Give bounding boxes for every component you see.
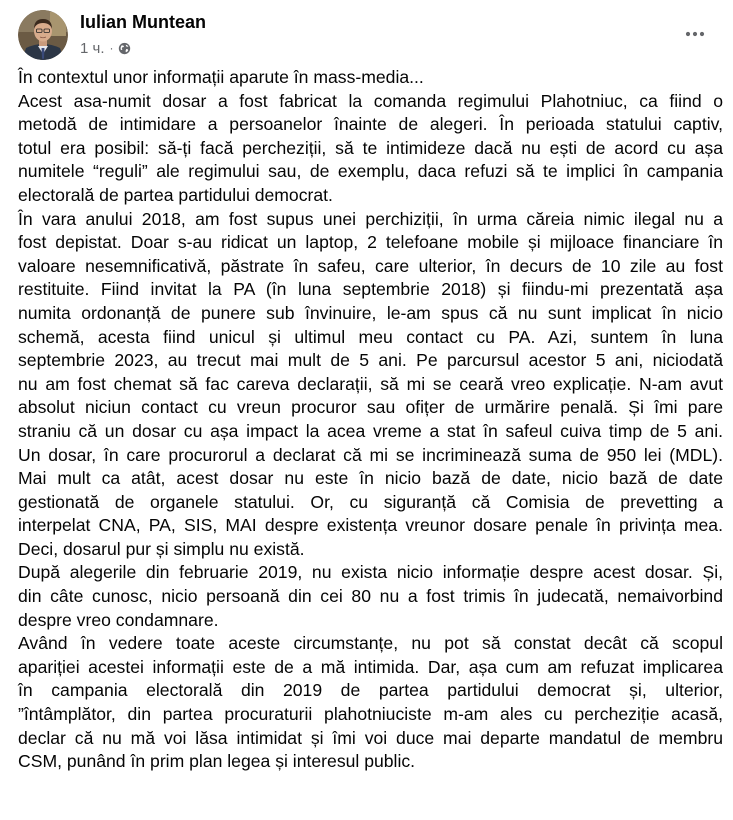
globe-icon <box>118 42 131 55</box>
author-avatar[interactable] <box>18 10 68 60</box>
post-text-line: În vara anului 2018, am fost supus unei perchiziții, în urma căreia nimic ilegal nu a <box>18 208 723 229</box>
post-text-line: ”întâmplător, din partea procuraturii plahotniuciste m-am ales cu percheziție acasă, <box>18 704 723 725</box>
post-text-line: despre vreo condamnare. <box>18 609 219 630</box>
post-text-line: totul era posibil: să-ți facă percheziții, să te intimideze dacă nu ești de acord cu așa <box>18 137 723 158</box>
post-meta <box>80 38 131 58</box>
post-text-line: numitele “reguli” ale regimului sau, de exemplu, daca refuzi să te implici în campania <box>18 161 723 182</box>
more-options-button[interactable] <box>677 16 713 52</box>
more-options-icon <box>685 31 705 37</box>
post-text-line: din câte cunosc, nicio persoană din cei 80 nu a fost trimis în judecată, nemaivorbind <box>18 586 723 607</box>
post-text-line: apariției acestei informații este de a mă intimida. Dar, așa cum am refuzat implicarea <box>18 656 723 677</box>
post-text-line: declar că nu mă voi lăsa intimidat și îmi voi duce mai departe mandatul de membru <box>18 727 723 748</box>
post-text-line: gestionată de organele statului. Or, cu siguranță că Comisia de prevetting a <box>18 491 723 512</box>
post-text-line: schemă, acesta fiind unicul și ultimul meu contact cu PA. Azi, suntem în luna <box>18 326 723 347</box>
post-text-line: CSM, punând în prim plan legea și interesul public. <box>18 751 416 772</box>
post-text-line: În contextul unor informații aparute în mass-media... <box>18 67 424 87</box>
meta-separator: · <box>109 41 114 55</box>
post-text-line: După alegerile din februarie 2019, nu exista nicio informație despre acest dosar. Și, <box>18 562 723 583</box>
post-text-line: Acest asa-numit dosar a fost fabricat la comanda regimului Plahotniuc, ca fiind o <box>18 90 723 111</box>
author-name[interactable]: Iulian Muntean <box>80 12 206 32</box>
post-text-line: electorală de partea partidului democrat. <box>18 184 333 205</box>
post-text-line: absolut niciun contact cu vreun procuror sau ofițer de urmărire penală. Și îmi pare <box>18 397 723 418</box>
post-text-line: Un dosar, în care procurorul a declarat că mi se incriminează suma de 950 lei (MDL). <box>18 444 723 465</box>
post-text-line: valoare nesemnificativă, păstrate în safeu, care ulterior, în decurs de 10 zile au fost <box>18 255 723 276</box>
post-text <box>18 66 723 774</box>
post-text-line: Având în vedere toate aceste circumstanțe, nu pot să constat decât că scopul <box>18 633 723 654</box>
post-header <box>18 10 717 60</box>
post-text-line: Mai mult ca atât, acest dosar nu este în nicio bază de date, nicio bază de date <box>18 468 723 489</box>
post-text-line: nu am fost chemat să fac careva declarații, să mi se ceară vreo explicație. N-am avut <box>18 373 723 394</box>
avatar-photo <box>18 10 68 60</box>
post-text-line: restituite. Fiind invitat la PA (în luna septembrie 2018) și fiindu-mi prezentată așa <box>18 279 723 300</box>
post-text-line: septembrie 2023, au trecut mai mult de 5 ani. Pe parcursul acestor 5 ani, niciodată <box>18 350 723 371</box>
post-text-line: straniu că un dosar cu așa impact la acea vreme a stat în safeul cuiva timp de 5 ani. <box>18 420 723 441</box>
post-text-line: interpelat CNA, PA, SIS, MAI despre existența vreunor dosare penale în privința mea. <box>18 515 723 536</box>
post-text-line: metodă de intimidare a persoanelor înainte de alegeri. În perioada statului captiv, <box>18 114 723 135</box>
post-timestamp[interactable]: 1 ч. <box>80 39 105 57</box>
post-text-line: numita ordonanță de punere sub învinuire, le-am spus că nu sunt implicat în nicio <box>18 302 723 323</box>
post-text-line: Deci, dosarul pur și simplu nu există. <box>18 538 305 559</box>
post-text-line: fost depistat. Doar s-au ridicat un laptop, 2 telefoane mobile și mijloace financiare în <box>18 232 723 253</box>
post-text-line: în campania electorală din 2019 de partea partidului democrat și, ulterior, <box>18 680 723 701</box>
